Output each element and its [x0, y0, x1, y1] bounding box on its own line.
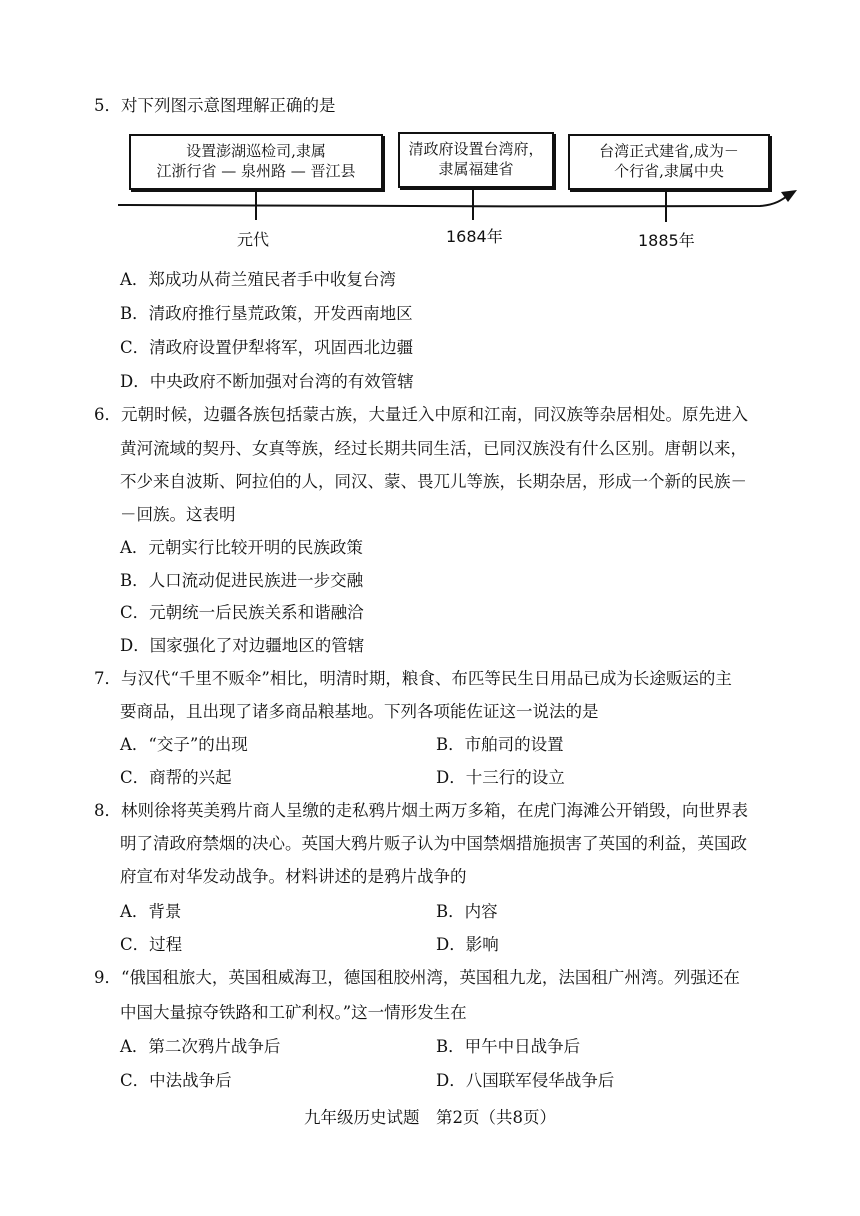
q6-stem-line2: 黄河流域的契丹、女真等族，经过长期共同生活，已同汉族没有什么区别。唐朝以来，	[120, 439, 747, 458]
q6-option-d[interactable]: D．国家强化了对边疆地区的管辖	[120, 636, 365, 655]
box2-line2: 隶属福建省	[438, 160, 514, 178]
q6-option-a[interactable]: A．元朝实行比较开明的民族政策	[120, 538, 363, 557]
timeline-label-yuan: 元代	[237, 230, 270, 249]
q8-stem-line3: 府宣布对华发动战争。材料讲述的是鸦片战争的	[120, 867, 467, 886]
timeline-diagram	[0, 0, 860, 260]
q5-option-a[interactable]: A．郑成功从荷兰殖民者手中收复台湾	[120, 270, 396, 289]
q6-stem-line4: －回族。这表明	[120, 505, 236, 524]
box1-line1: 设置澎湖巡检司,隶属	[186, 142, 326, 160]
timeline-label-1684: 1684年	[446, 227, 503, 246]
timeline-box-yuan	[129, 134, 383, 190]
box3-line2: 个行省,隶属中央	[614, 162, 724, 180]
q8-stem-line1: 8．林则徐将英美鸦片商人呈缴的走私鸦片烟土两万多箱，在虎门海滩公开销毁，向世界表	[94, 801, 748, 820]
q7-option-c[interactable]: C．商帮的兴起	[120, 768, 232, 787]
q8-option-a[interactable]: A．背景	[120, 902, 182, 921]
timeline-label-1885: 1885年	[638, 231, 695, 250]
q6-stem-line3: 不少来自波斯、阿拉伯的人，同汉、蒙、畏兀儿等族，长期杂居，形成一个新的民族－	[120, 472, 747, 491]
q7-option-b[interactable]: B．市舶司的设置	[436, 735, 564, 754]
q7-stem-line2: 要商品，且出现了诸多商品粮基地。下列各项能佐证这一说法的是	[120, 702, 599, 721]
q7-option-a[interactable]: A．“交子”的出现	[120, 735, 248, 754]
timeline-box-1684	[398, 132, 554, 188]
q9-option-c[interactable]: C．中法战争后	[120, 1071, 232, 1090]
timeline-arrow-icon	[781, 190, 797, 202]
box3-line1: 台湾正式建省,成为－	[599, 142, 739, 160]
box1-line2: 江浙行省 — 泉州路 — 晋江县	[156, 162, 356, 180]
q6-option-b[interactable]: B．人口流动促进民族进一步交融	[120, 571, 364, 590]
q6-option-c[interactable]: C．元朝统一后民族关系和谐融洽	[120, 603, 364, 622]
q8-stem-line2: 明了清政府禁烟的决心。英国大鸦片贩子认为中国禁烟措施损害了英国的利益，英国政	[120, 834, 747, 853]
q5-option-b[interactable]: B．清政府推行垦荒政策，开发西南地区	[120, 304, 413, 323]
q9-stem-line2: 中国大量掠夺铁路和工矿利权。”这一情形发生在	[120, 1003, 467, 1022]
q8-option-b[interactable]: B．内容	[436, 902, 498, 921]
page-footer: 九年级历史试题 第2页（共8页）	[304, 1108, 556, 1127]
q5-option-c[interactable]: C．清政府设置伊犁将军，巩固西北边疆	[120, 338, 414, 357]
timeline-axis	[118, 194, 790, 206]
q7-stem-line1: 7．与汉代“千里不贩伞”相比，明清时期，粮食、布匹等民生日用品已成为长途贩运的主	[94, 669, 732, 688]
timeline-box-1885	[568, 134, 770, 190]
q5-option-d[interactable]: D．中央政府不断加强对台湾的有效管辖	[120, 372, 414, 391]
q5-stem: 5．对下列图示意图理解正确的是	[94, 96, 336, 115]
q8-option-c[interactable]: C．过程	[120, 935, 183, 954]
q9-option-a[interactable]: A．第二次鸦片战争后	[120, 1037, 281, 1056]
box2-line1: 清政府设置台湾府，	[408, 140, 544, 158]
q9-stem-line1: 9．“俄国租旅大，英国租威海卫，德国租胶州湾，英国租九龙，法国租广州湾。列强还在	[94, 968, 740, 987]
q9-option-b[interactable]: B．甲午中日战争后	[436, 1037, 581, 1056]
q9-option-d[interactable]: D．八国联军侵华战争后	[436, 1071, 615, 1090]
q6-stem-line1: 6．元朝时候，边疆各族包括蒙古族，大量迁入中原和江南，同汉族等杂居相处。原先进入	[94, 405, 748, 424]
q8-option-d[interactable]: D．影响	[436, 935, 499, 954]
q7-option-d[interactable]: D．十三行的设立	[436, 768, 565, 787]
